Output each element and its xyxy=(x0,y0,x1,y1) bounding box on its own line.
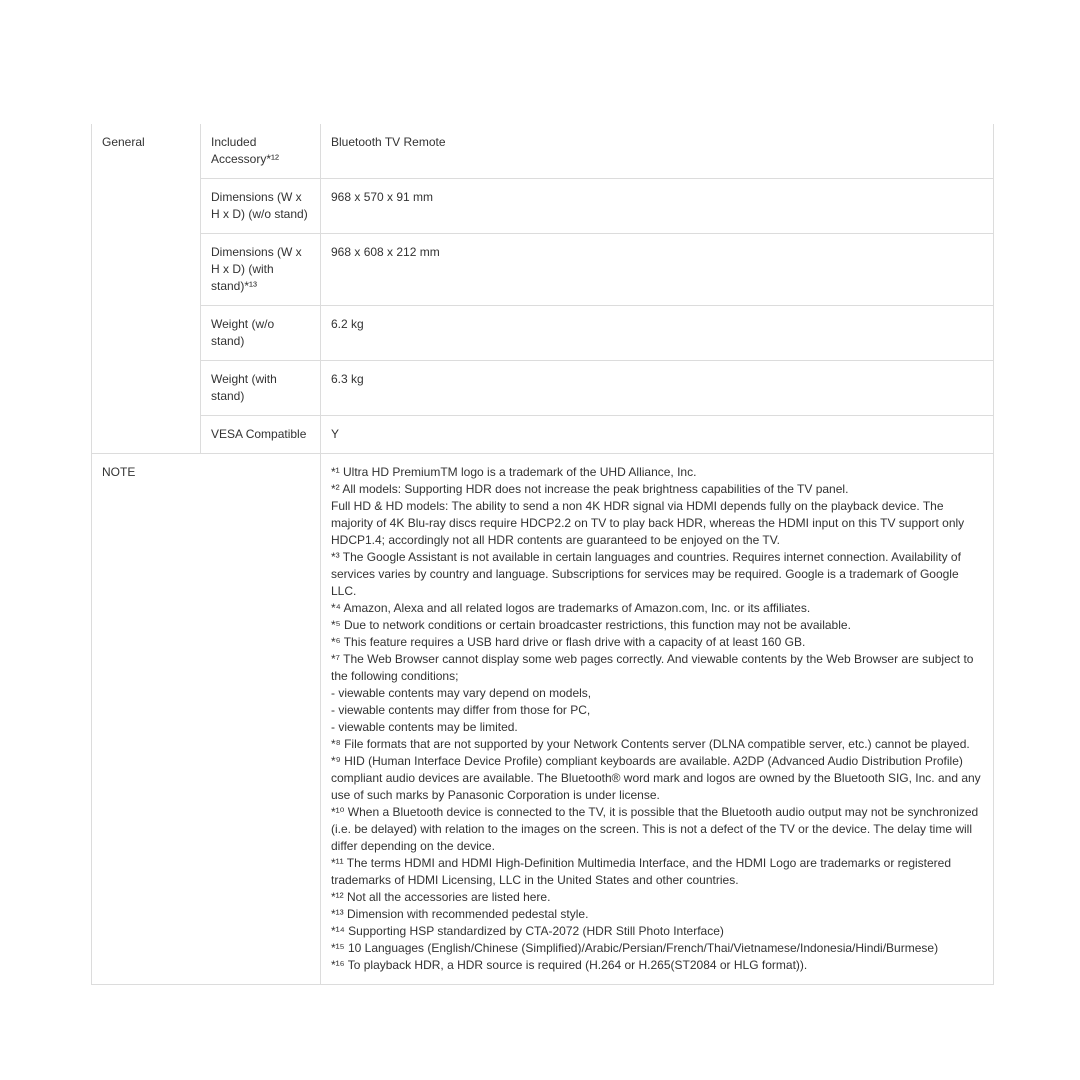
note-line: *¹⁶ To playback HDR, a HDR source is required (H.264 or H.265(ST2084 or HLG format)). xyxy=(331,958,808,972)
note-line: *² All models: Supporting HDR does not increase the peak brightness capabilities of the TV panel. xyxy=(331,482,849,496)
note-line: *⁷ The Web Browser cannot display some web pages correctly. And viewable contents by the Web Browser are subject to the following conditions; xyxy=(331,652,974,683)
spec-label: Weight (w/o stand) xyxy=(201,306,321,361)
note-line: *⁵ Due to network conditions or certain broadcaster restrictions, this function may not be available. xyxy=(331,618,851,632)
category-general: General xyxy=(92,124,201,454)
spec-value: Bluetooth TV Remote xyxy=(321,124,994,179)
note-label: NOTE xyxy=(92,454,321,985)
note-line: - viewable contents may be limited. xyxy=(331,720,518,734)
spec-row-dimensions-with-stand xyxy=(92,234,994,306)
note-line: *¹⁴ Supporting HSP standardized by CTA-2072 (HDR Still Photo Interface) xyxy=(331,924,724,938)
note-line: *⁴ Amazon, Alexa and all related logos are trademarks of Amazon.com, Inc. or its affiliates. xyxy=(331,601,811,615)
spec-value: 968 x 570 x 91 mm xyxy=(321,179,994,234)
spec-table xyxy=(91,124,994,985)
spec-value: Y xyxy=(321,416,994,454)
note-line: *⁸ File formats that are not supported by your Network Contents server (DLNA compatible server, etc.) cannot be played. xyxy=(331,737,970,751)
spec-value: 6.2 kg xyxy=(321,306,994,361)
note-line: *¹⁵ 10 Languages (English/Chinese (Simplified)/Arabic/Persian/French/Thai/Vietnamese/Indonesia/Hindi/Burmese) xyxy=(331,941,939,955)
note-line: *¹⁰ When a Bluetooth device is connected to the TV, it is possible that the Bluetooth audio output may not be synchronized (i.e. be delayed) with relation to the images on the screen. This is not a defect of the TV or the device. The delay time will differ depending on the device. xyxy=(331,805,979,853)
note-content xyxy=(321,454,994,985)
spec-label: Dimensions (W x H x D) (w/o stand) xyxy=(201,179,321,234)
spec-label: Included Accessory*¹² xyxy=(201,124,321,179)
note-line: *¹ Ultra HD PremiumTM logo is a trademark of the UHD Alliance, Inc. xyxy=(331,465,697,479)
note-line: *¹³ Dimension with recommended pedestal style. xyxy=(331,907,589,921)
spec-row-weight-no-stand xyxy=(92,306,994,361)
spec-row-vesa xyxy=(92,416,994,454)
spec-label: Dimensions (W x H x D) (with stand)*¹³ xyxy=(201,234,321,306)
note-line: *¹¹ The terms HDMI and HDMI High-Definition Multimedia Interface, and the HDMI Logo are trademarks or registered trademarks of HDMI Licensing, LLC in the United States and other countries. xyxy=(331,856,952,887)
spec-row-included-accessory xyxy=(92,124,994,179)
spec-label: Weight (with stand) xyxy=(201,361,321,416)
note-line: *⁶ This feature requires a USB hard drive or flash drive with a capacity of at least 160 GB. xyxy=(331,635,806,649)
spec-row-dimensions-no-stand xyxy=(92,179,994,234)
spec-label: VESA Compatible xyxy=(201,416,321,454)
note-line: *⁹ HID (Human Interface Device Profile) compliant keyboards are available. A2DP (Advanced Audio Distribution Profile) compliant audio devices are available. The Bluetooth® word mark and logos are owned by the Bluetooth SIG, Inc. and any use of such marks by Panasonic Corporation is under license. xyxy=(331,754,981,802)
note-line: *³ The Google Assistant is not available in certain languages and countries. Requires internet connection. Availability of services varies by country and language. Subscriptions for services may be required. Google is a trademark of Google LLC. xyxy=(331,550,961,598)
spec-value: 968 x 608 x 212 mm xyxy=(321,234,994,306)
note-row xyxy=(92,454,994,985)
note-line: *¹² Not all the accessories are listed here. xyxy=(331,890,551,904)
note-line: - viewable contents may vary depend on models, xyxy=(331,686,592,700)
note-line: - viewable contents may differ from those for PC, xyxy=(331,703,591,717)
spec-row-weight-with-stand xyxy=(92,361,994,416)
spec-value: 6.3 kg xyxy=(321,361,994,416)
note-line: Full HD & HD models: The ability to send a non 4K HDR signal via HDMI depends fully on the playback device. The majority of 4K Blu-ray discs require HDCP2.2 on TV to play back HDR, whereas the HDMI input on this TV support only HDCP1.4; accordingly not all HDR contents are guaranteed to be enjoyed on the TV. xyxy=(331,499,965,547)
